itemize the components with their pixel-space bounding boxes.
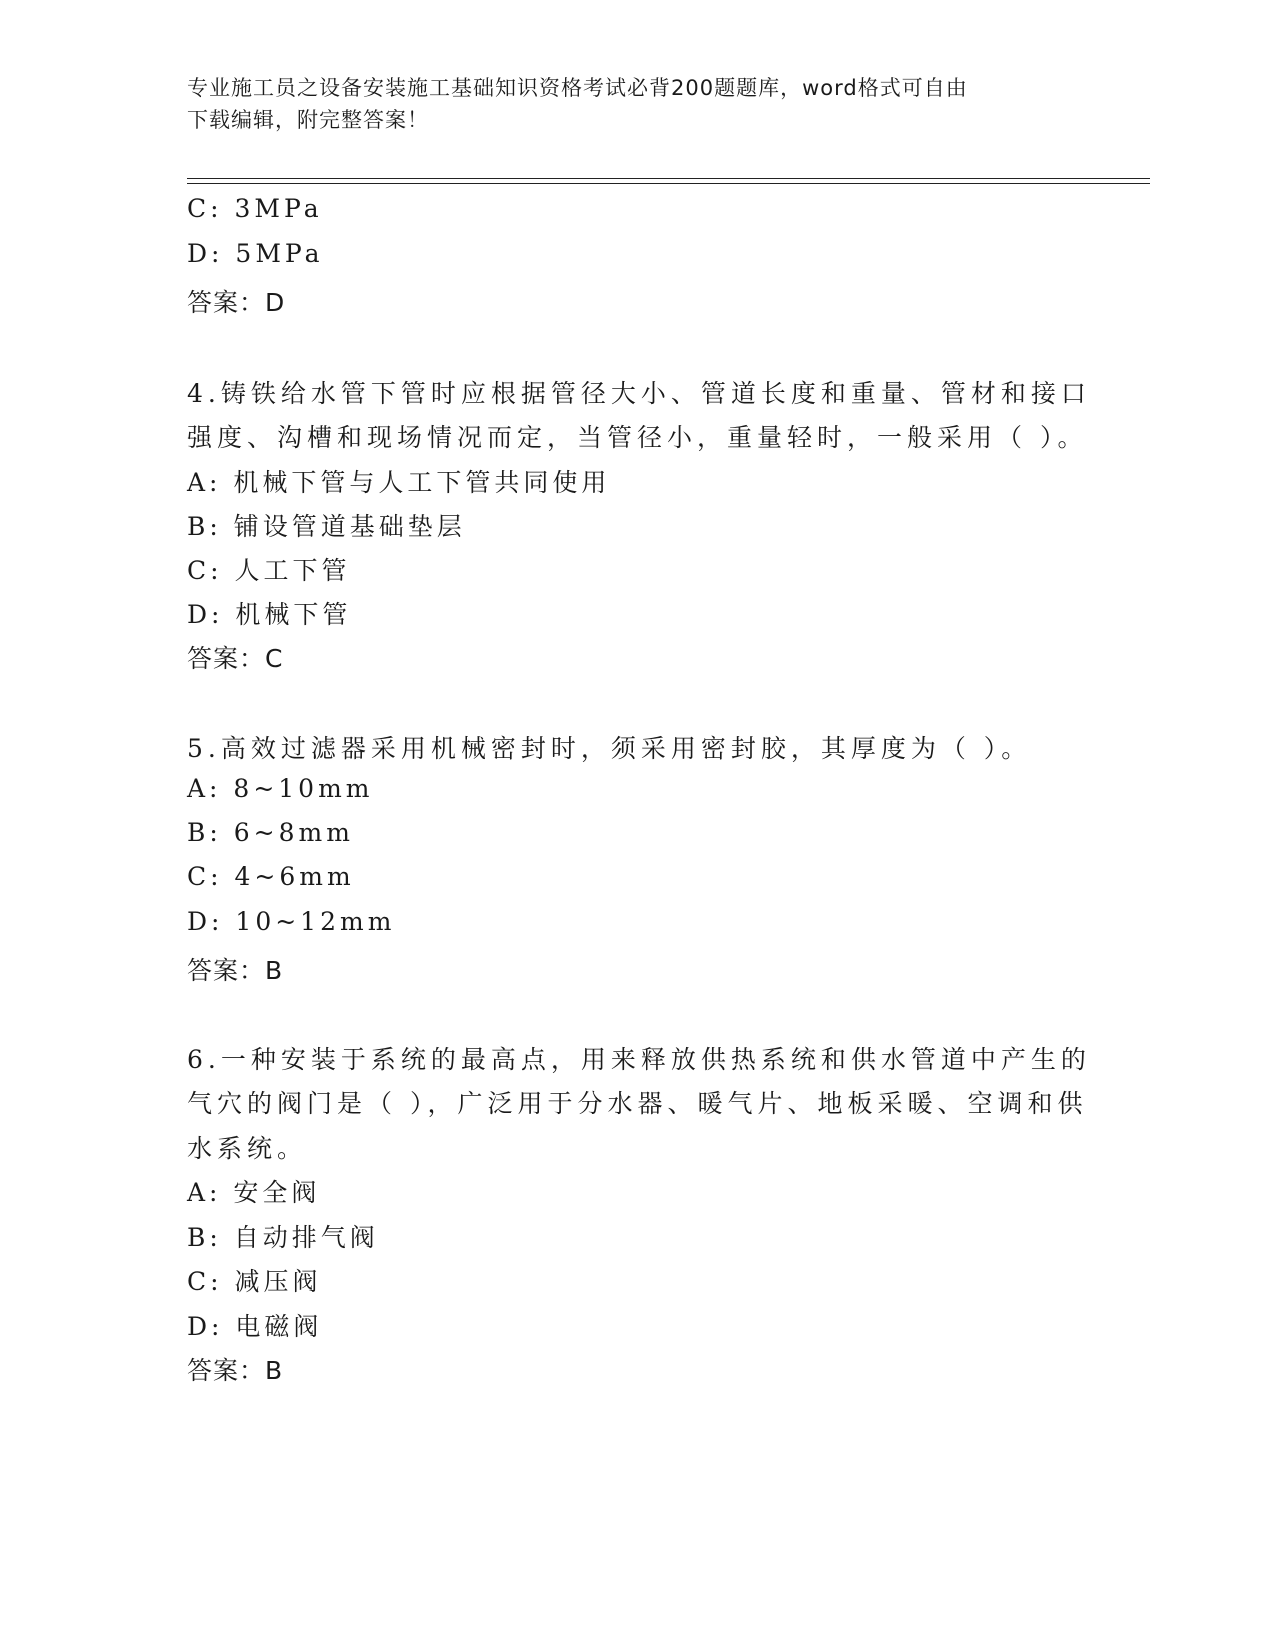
header-line-1: 专业施工员之设备安装施工基础知识资格考试必背200题题库，word格式可自由 [187, 76, 968, 100]
q6-stem-line-2: 气穴的阀门是（ ），广泛用于分水器、暖气片、地板采暖、空调和供 [187, 1089, 1088, 1118]
q4-stem-line-2: 强度、沟槽和现场情况而定，当管径小，重量轻时，一般采用（ ）。 [187, 423, 1088, 452]
q5-option-d: D: 10~12mm [187, 907, 396, 936]
q5-option-c: C: 4~6mm [187, 862, 355, 891]
q6-option-a: A: 安全阀 [187, 1178, 321, 1207]
q5-stem-line-1: 5.高效过滤器采用机械密封时，须采用密封胶，其厚度为（ ）。 [187, 734, 1032, 763]
page-header [187, 72, 1067, 136]
q5-option-a: A: 8~10mm [187, 774, 374, 803]
q4-option-d: D: 机械下管 [187, 600, 352, 629]
q3-option-c: C: 3MPa [187, 194, 323, 223]
q6-option-b: B: 自动排气阀 [187, 1223, 379, 1252]
header-line-2: 下载编辑，附完整答案！ [187, 108, 429, 132]
q5-option-b: B: 6~8mm [187, 818, 354, 847]
q4-answer: 答案：C [187, 644, 284, 673]
q4-stem-line-1: 4.铸铁给水管下管时应根据管径大小、管道长度和重量、管材和接口 [187, 379, 1091, 408]
q6-stem-line-3: 水系统。 [187, 1134, 308, 1163]
q6-stem-line-1: 6.一种安装于系统的最高点，用来释放供热系统和供水管道中产生的 [187, 1045, 1091, 1074]
q6-option-c: C: 减压阀 [187, 1267, 322, 1296]
q6-option-d: D: 电磁阀 [187, 1312, 323, 1341]
header-divider-top [187, 178, 1150, 179]
q6-answer: 答案：B [187, 1356, 284, 1385]
q4-option-c: C: 人工下管 [187, 556, 351, 585]
q4-option-a: A: 机械下管与人工下管共同使用 [187, 468, 611, 497]
q5-answer: 答案：B [187, 956, 284, 985]
q4-option-b: B: 铺设管道基础垫层 [187, 512, 466, 541]
q3-answer: 答案：D [187, 288, 286, 317]
header-divider-bottom [187, 183, 1150, 184]
q3-option-d: D: 5MPa [187, 239, 324, 268]
